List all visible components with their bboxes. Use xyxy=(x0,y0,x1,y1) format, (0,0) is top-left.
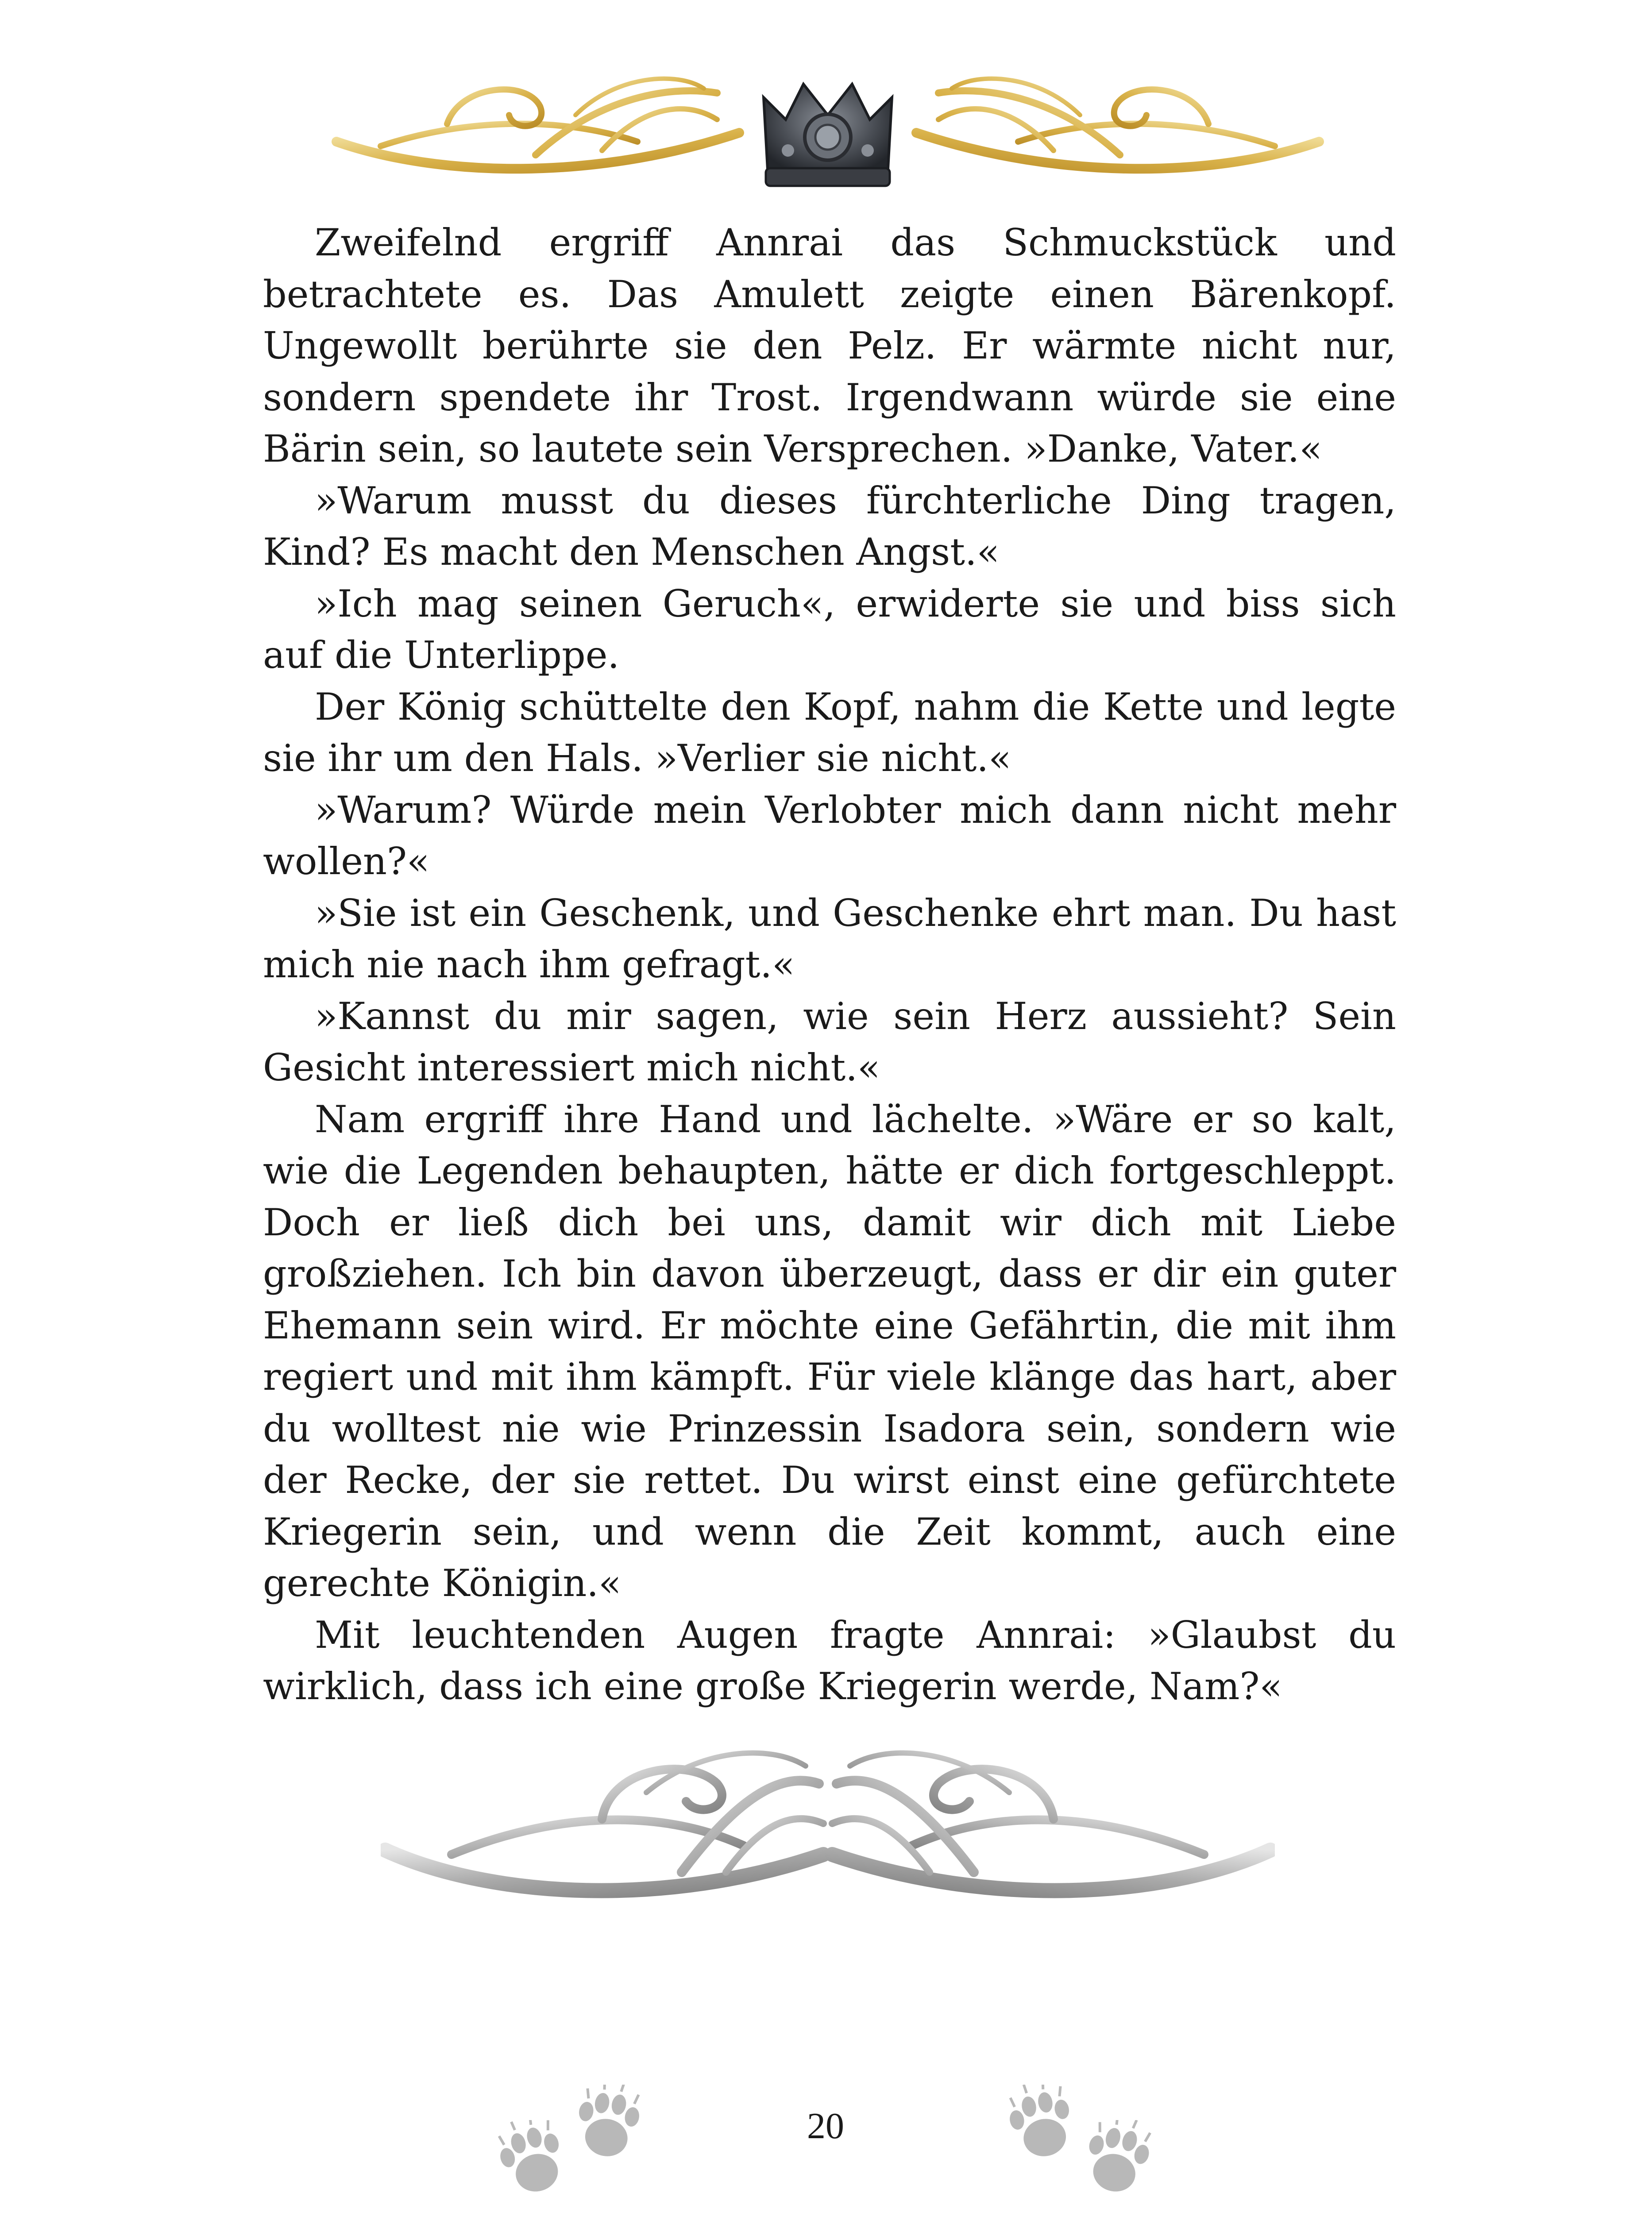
paw-print-icon xyxy=(496,2120,571,2200)
paw-print-icon xyxy=(1080,2120,1155,2200)
paragraph: Mit leuchtenden Augen fragte Annrai: »Glaubst du wirklich, dass ich eine große Kriegerin werde, Nam?« xyxy=(263,1613,1396,1708)
paw-print-icon xyxy=(571,2085,646,2164)
paw-print-icon xyxy=(1005,2085,1080,2164)
gold-flourish-crown-ornament xyxy=(328,66,1328,199)
paragraph: »Kannst du mir sagen, wie sein Herz aussieht? Sein Gesicht interessiert mich nicht.« xyxy=(263,994,1396,1089)
paragraph: Der König schüttelte den Kopf, nahm die Kette und legte sie ihr um den Hals. »Verlier sie nicht.« xyxy=(263,685,1396,780)
page-number: 20 xyxy=(807,2105,844,2147)
left-gold-flourish xyxy=(336,79,739,169)
silver-flourish-ornament xyxy=(381,1739,1275,1925)
paragraph: »Warum musst du dieses fürchterliche Ding tragen, Kind? Es macht den Menschen Angst.« xyxy=(263,478,1396,574)
paragraph: Nam ergriff ihre Hand und lächelte. »Wäre er so kalt, wie die Legenden behaupten, hätte er dich fortgeschleppt. Doch er ließ dich bei uns, damit wir dich mit Liebe großziehen. Ich bin davon überzeugt, dass er dir ein guter Ehemann sein wird. Er möchte eine Gefährtin, die mit ihm regiert und mit ihm kämpft. Für viele klänge das hart, aber du wolltest nie wie Prinzessin Isadora sein, sondern wie der Recke, der sie rettet. Du wirst einst eine gefürchtete Kriegerin sein, und wenn die Zeit kommt, auch eine gerechte Königin.« xyxy=(263,1097,1396,1605)
paragraph: »Warum? Würde mein Verlobter mich dann nicht mehr wollen?« xyxy=(263,788,1396,883)
paragraph: »Ich mag seinen Geruch«, erwiderte sie und biss sich auf die Unterlippe. xyxy=(263,582,1396,677)
paragraph: Zweifelnd ergriff Annrai das Schmuckstück und betrachtete es. Das Amulett zeigte einen Bärenkopf. Ungewollt berührte sie den Pelz. Er wärmte nicht nur, sondern spendete ihr Trost. Irgendwann würde sie eine Bärin sein, so lautete sein Versprechen. »Danke, Vater.« xyxy=(263,221,1396,470)
right-silver-flourish xyxy=(832,1753,1270,1891)
left-silver-flourish xyxy=(385,1753,823,1891)
body-text xyxy=(263,217,1396,1712)
crown-icon xyxy=(764,84,892,186)
paragraph: »Sie ist ein Geschenk, und Geschenke ehrt man. Du hast mich nie nach ihm gefragt.« xyxy=(263,891,1396,986)
right-gold-flourish xyxy=(916,79,1319,169)
